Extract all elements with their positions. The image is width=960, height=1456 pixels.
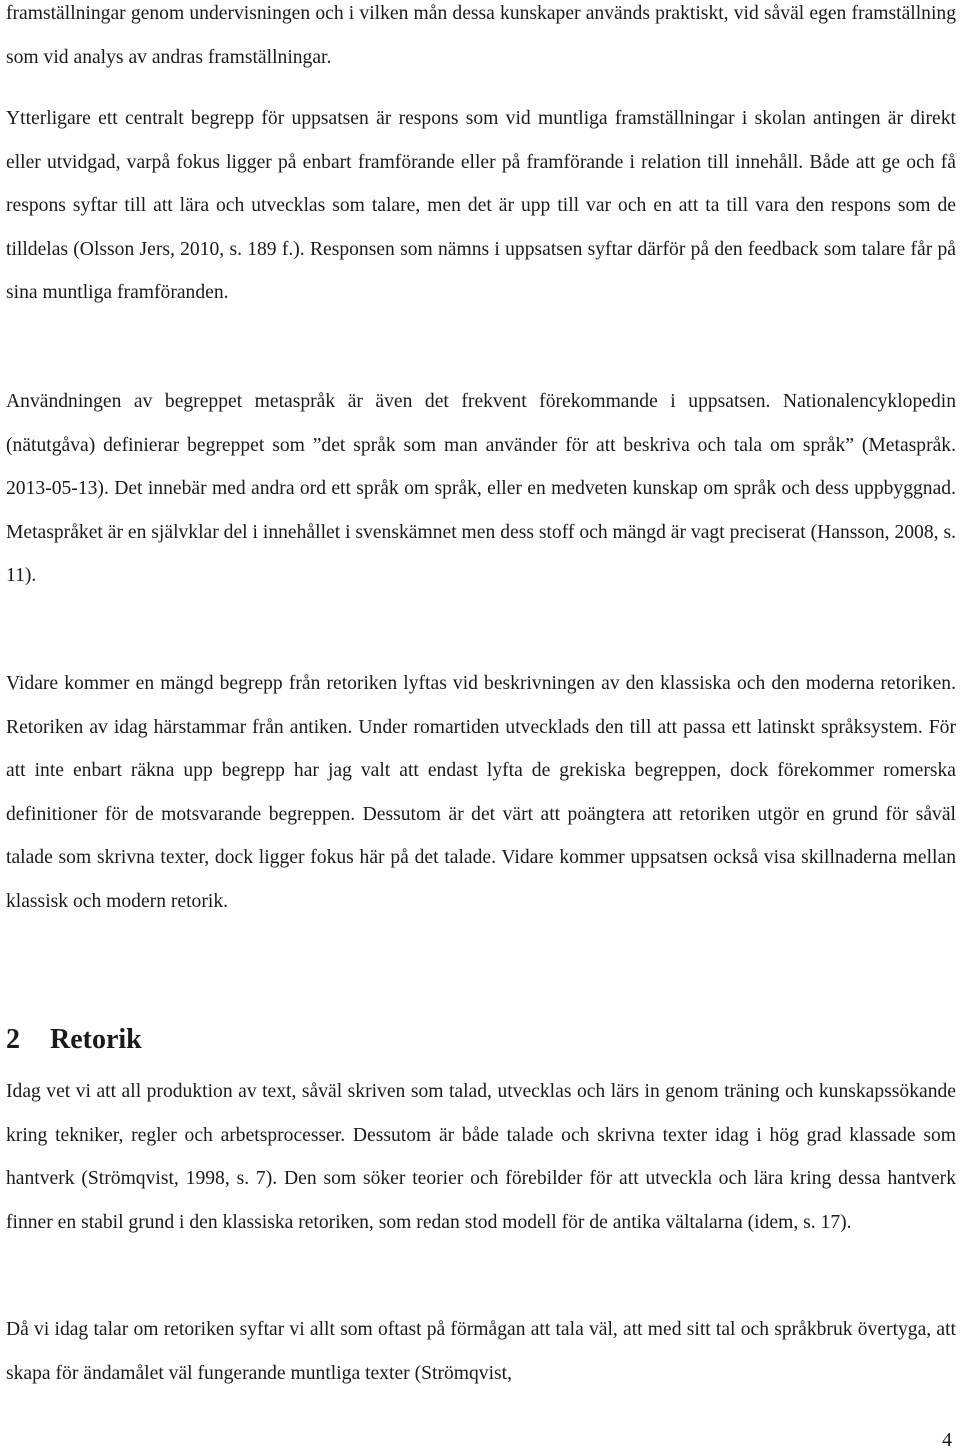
- paragraph-retorik-begrepp: Vidare kommer en mängd begrepp från retoriken lyftas vid beskrivningen av den klassiska och den moderna retoriken. Retoriken av idag härstammar från antiken. Under romartiden utvecklads den till att passa ett latinskt språksystem. För att inte enbart räkna upp begrepp har jag valt att endast lyfta de grekiska begreppen, dock förekommer romerska definitioner för de motsvarande begreppen. Dessutom är det värt att poängtera att retoriken utgör en grund för såväl talade som skrivna texter, dock ligger fokus här på det talade. Vidare kommer uppsatsen också visa skillnaderna mellan klassisk och modern retorik.: [6, 673, 956, 912]
- section-heading: [6, 1014, 142, 1066]
- paragraph-continuation: framställningar genom undervisningen och i vilken mån dessa kunskaper används praktiskt, vid såväl egen framställning som vid analys av andras framställningar.: [6, 3, 956, 68]
- page-number: 4: [942, 1429, 952, 1451]
- paragraph-retorik-intro: Idag vet vi att all produktion av text, såväl skriven som talad, utvecklas och lärs in genom träning och kunskapssökande kring tekniker, regler och arbetsprocesser. Dessutom är både talade och skrivna texter idag i hög grad klassade som hantverk (Strömqvist, 1998, s. 7). Den som söker teorier och förebilder för att utveckla och lära kring dessa hantverk finner en stabil grund i den klassiska retoriken, som redan stod modell för de antika vältalarna (idem, s. 17).: [6, 1081, 956, 1233]
- section-title: Retorik: [50, 1024, 142, 1055]
- section-number: 2: [6, 1024, 20, 1055]
- paragraph-retorik-definition: Då vi idag talar om retoriken syftar vi allt som oftast på förmågan att tala väl, att med sitt tal och språkbruk övertyga, att skapa för ändamålet väl fungerande muntliga texter (Strömqvist,: [6, 1319, 956, 1384]
- paragraph-metasprak: Användningen av begreppet metaspråk är även det frekvent förekommande i uppsatsen. Nationalencyklopedin (nätutgåva) definierar begreppet som ”det språk som man använder för att beskriva och tala om språk” (Metaspråk. 2013-05-13). Det innebär med andra ord ett språk om språk, eller en medveten kunskap om språk och dess uppbyggnad. Metaspråket är en självklar del i innehållet i svenskämnet men dess stoff och mängd är vagt preciserat (Hansson, 2008, s. 11).: [6, 391, 956, 587]
- paragraph-respons: Ytterligare ett centralt begrepp för uppsatsen är respons som vid muntliga framställningar i skolan antingen är direkt eller utvidgad, varpå fokus ligger på enbart framförande eller på framförande i relation till innehåll. Både att ge och få respons syftar till att lära och utvecklas som talare, men det är upp till var och en att ta till vara den respons som de tilldelas (Olsson Jers, 2010, s. 189 f.). Responsen som nämns i uppsatsen syftar därför på den feedback som talare får på sina muntliga framföranden.: [6, 108, 956, 304]
